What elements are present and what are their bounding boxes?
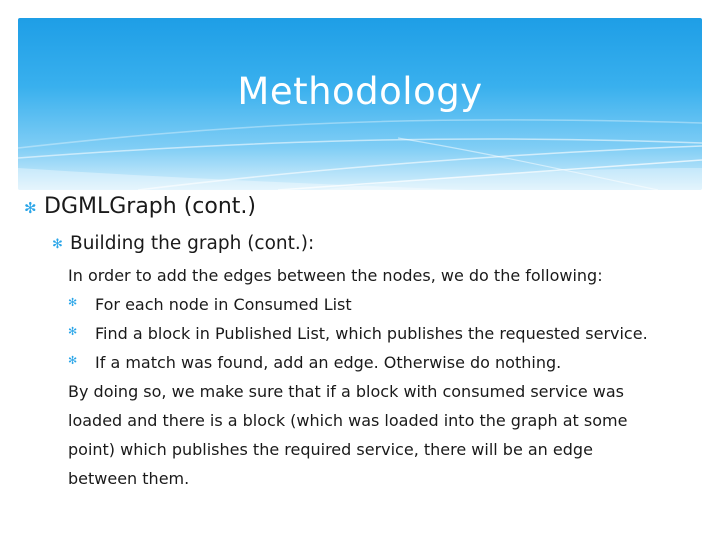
page-title: Methodology bbox=[237, 70, 483, 113]
intro-text: In order to add the edges between the nodes, we do the following: bbox=[68, 266, 603, 285]
title-banner bbox=[18, 18, 702, 190]
asterisk-bullet-icon: ✻ bbox=[68, 296, 78, 309]
step-item: Find a block in Published List, which publishes the requested service. bbox=[95, 324, 648, 343]
conclusion-line: point) which publishes the required service, there will be an edge bbox=[68, 440, 593, 459]
conclusion-line: between them. bbox=[68, 469, 190, 488]
asterisk-bullet-icon: ✻ bbox=[24, 199, 37, 217]
bullet-level1: DGMLGraph (cont.) bbox=[44, 194, 256, 219]
asterisk-bullet-icon: ✻ bbox=[68, 354, 78, 367]
asterisk-bullet-icon: ✻ bbox=[52, 237, 63, 252]
conclusion-line: loaded and there is a block (which was loaded into the graph at some bbox=[68, 411, 628, 430]
step-item: For each node in Consumed List bbox=[95, 295, 352, 314]
conclusion-line: By doing so, we make sure that if a block with consumed service was bbox=[68, 382, 624, 401]
asterisk-bullet-icon: ✻ bbox=[68, 325, 78, 338]
bullet-level2: Building the graph (cont.): bbox=[70, 233, 315, 254]
step-item: If a match was found, add an edge. Otherwise do nothing. bbox=[95, 353, 562, 372]
